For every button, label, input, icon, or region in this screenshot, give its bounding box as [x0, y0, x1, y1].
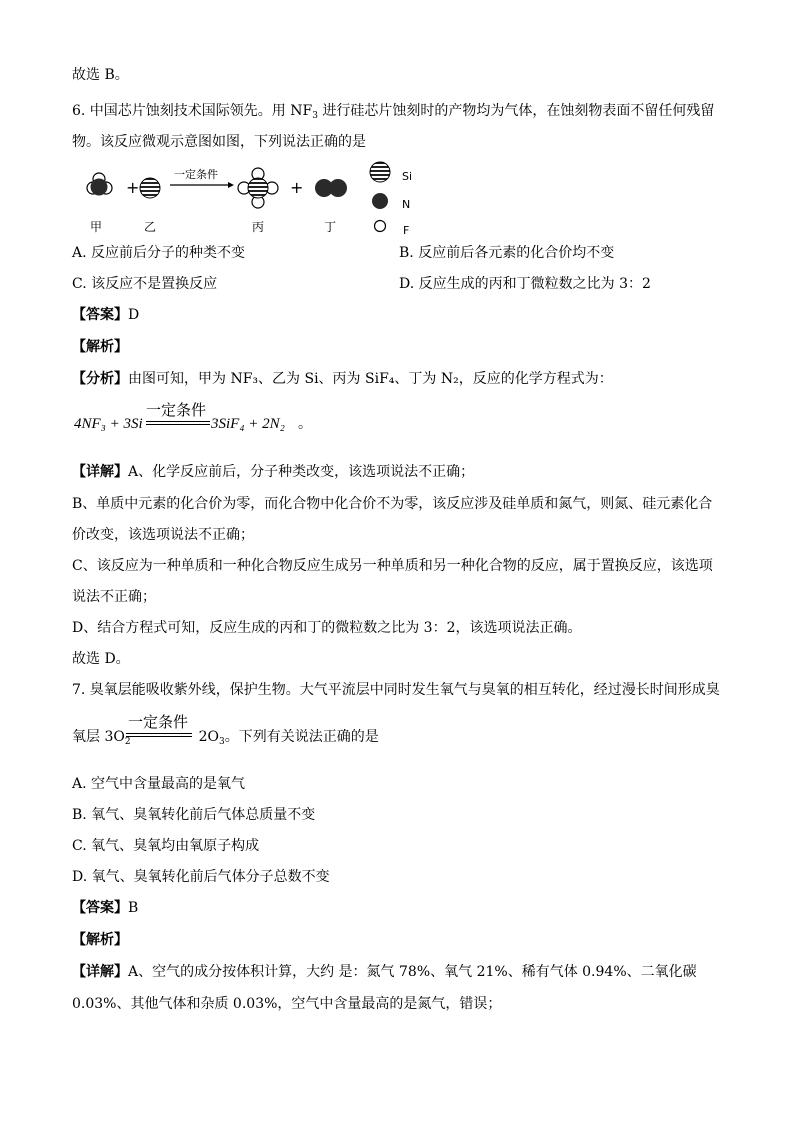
q7-answer-value: B: [128, 900, 139, 916]
q6-analysis-label: [72, 337, 128, 357]
fenxi-text: 由图可知，甲为 NF₃、乙为 Si、丙为 SiF₄、丁为 N₂，反应的化学方程式为：: [128, 371, 613, 387]
reaction-diagram-svg: [70, 158, 430, 238]
legend-si-symbol: [370, 162, 390, 182]
q6-stem-sub: 3: [312, 111, 318, 121]
q6-detail-b1: B、单质中元素的化合价为零，而化合物中化合价不为零，该反应涉及硅单质和氮气，则氮、硅元素化合: [72, 496, 713, 512]
q7-sub-1: 2: [124, 737, 131, 747]
q7-equation-condition: 一定条件: [128, 713, 189, 731]
q7-sub-2: 3: [218, 737, 225, 747]
q7-detail-a1-text: A、空气的成分按体积计算，大约 是：氮气 78%、氧气 21%、稀有气体 0.94%、二氧化碳: [128, 964, 697, 980]
q7-detail-a1: [72, 962, 697, 982]
q7-stem-2c: 。下列有关说法正确的是: [224, 729, 379, 745]
answer-value: D: [128, 307, 140, 323]
q6-detail-c1: C、该反应为一种单质和一种化合物反应生成另一种单质和另一种化合物的反应，属于置换反应，该选项: [72, 558, 713, 574]
q6-stem-1a: 6. 中国芯片蚀刻技术国际领先。用 NF: [72, 103, 313, 119]
molecule-ding-n2: [315, 179, 347, 197]
q6-option-a: A. 反应前后分子的种类不变: [72, 245, 246, 261]
caption-jia: 甲: [90, 220, 103, 234]
equation-condition: 一定条件: [146, 401, 207, 419]
q6-conclusion: 故选 D。: [72, 651, 130, 667]
q6-option-b: B. 反应前后各元素的化合价均不变: [399, 245, 615, 261]
equation-bar-1: [146, 421, 210, 422]
q6-stem-line-1: [72, 101, 714, 126]
equation-bar-2: [146, 424, 210, 425]
q6-option-c: C. 该反应不是置换反应: [72, 276, 218, 292]
q7-option-d: D. 氧气、臭氧转化前后气体分子总数不变: [72, 869, 330, 885]
legend-si-label: Si: [402, 170, 413, 183]
caption-bing: 丙: [252, 220, 265, 234]
caption-yi: 乙: [144, 220, 157, 234]
q6-detail-d: D、结合方程式可知，反应生成的丙和丁的微粒数之比为 3：2，该选项说法正确。: [72, 620, 582, 636]
q7-detail-a2: 0.03%、其他气体和杂质 0.03%，空气中含量最高的是氮气，错误；: [72, 996, 502, 1012]
answer-label: 【答案】: [72, 307, 128, 323]
n-atom: [91, 179, 108, 196]
previous-conclusion: 故选 B。: [72, 67, 129, 83]
q7-analysis-label-text: 【解析】: [72, 932, 128, 948]
detail-label: 【详解】: [72, 464, 128, 480]
molecule-bing-sif4: [238, 168, 278, 208]
q7-option-a: A. 空气中含量最高的是氧气: [72, 776, 246, 792]
equation-end: 。: [298, 416, 312, 432]
plus-sign: +: [126, 178, 140, 197]
q7-stem-line-2: [72, 727, 379, 752]
q6-detail-c2: 说法不正确；: [72, 589, 156, 605]
q7-detail-label: 【详解】: [72, 964, 128, 980]
q7-stem-line-1: 7. 臭氧层能吸收紫外线，保护生物。大气平流层中同时发生氧气与臭氧的相互转化，经过漫长时间形成臭: [72, 682, 720, 698]
fenxi-label: 【分析】: [72, 371, 128, 387]
q7-stem-2b: 2O: [198, 729, 219, 745]
q6-stem-line-2: 物。该反应微观示意图如图，下列说法正确的是: [72, 134, 366, 150]
q6-stem-1b: 进行硅芯片蚀刻时的产物均为气体，在蚀刻物表面不留任何残留: [317, 103, 715, 119]
q7-analysis-label: [72, 930, 128, 950]
q7-answer: [72, 898, 138, 918]
q7-option-c: C. 氧气、臭氧均由氧原子构成: [72, 838, 260, 854]
equation-left: 4NF₃ + 3Si: [74, 416, 143, 432]
q7-option-b: B. 氧气、臭氧转化前后气体总质量不变: [72, 807, 316, 823]
q6-detail-a: [72, 462, 474, 482]
analysis-label: 【解析】: [72, 339, 128, 355]
caption-ding: 丁: [324, 220, 337, 234]
molecule-yi-si: [140, 178, 160, 198]
legend-n-label: N: [402, 198, 411, 211]
legend-f-symbol: [375, 221, 386, 232]
si-atom: [248, 178, 268, 198]
legend-n-symbol: [372, 193, 388, 209]
q6-answer: [72, 305, 139, 325]
reaction-arrow-head: [228, 182, 234, 188]
arrow-condition: 一定条件: [174, 168, 218, 181]
detail-a-text: A、化学反应前后，分子种类改变，该选项说法不正确；: [128, 464, 475, 480]
q6-fenxi: [72, 369, 613, 389]
molecule-jia-nf3: [87, 173, 112, 196]
equation-right: 3SiF₄ + 2N₂: [211, 416, 285, 432]
q6-detail-b2: 价改变，该选项说法不正确；: [72, 527, 254, 543]
plus-sign-2: +: [290, 178, 304, 197]
n-atom: [329, 179, 347, 197]
q6-option-d: D. 反应生成的丙和丁微粒数之比为 3：2: [399, 276, 651, 292]
q7-stem-2a: 氧层 3O: [72, 729, 125, 745]
q7-answer-label: 【答案】: [72, 900, 128, 916]
reaction-diagram: [70, 158, 430, 238]
legend-f-label: F: [403, 224, 410, 237]
